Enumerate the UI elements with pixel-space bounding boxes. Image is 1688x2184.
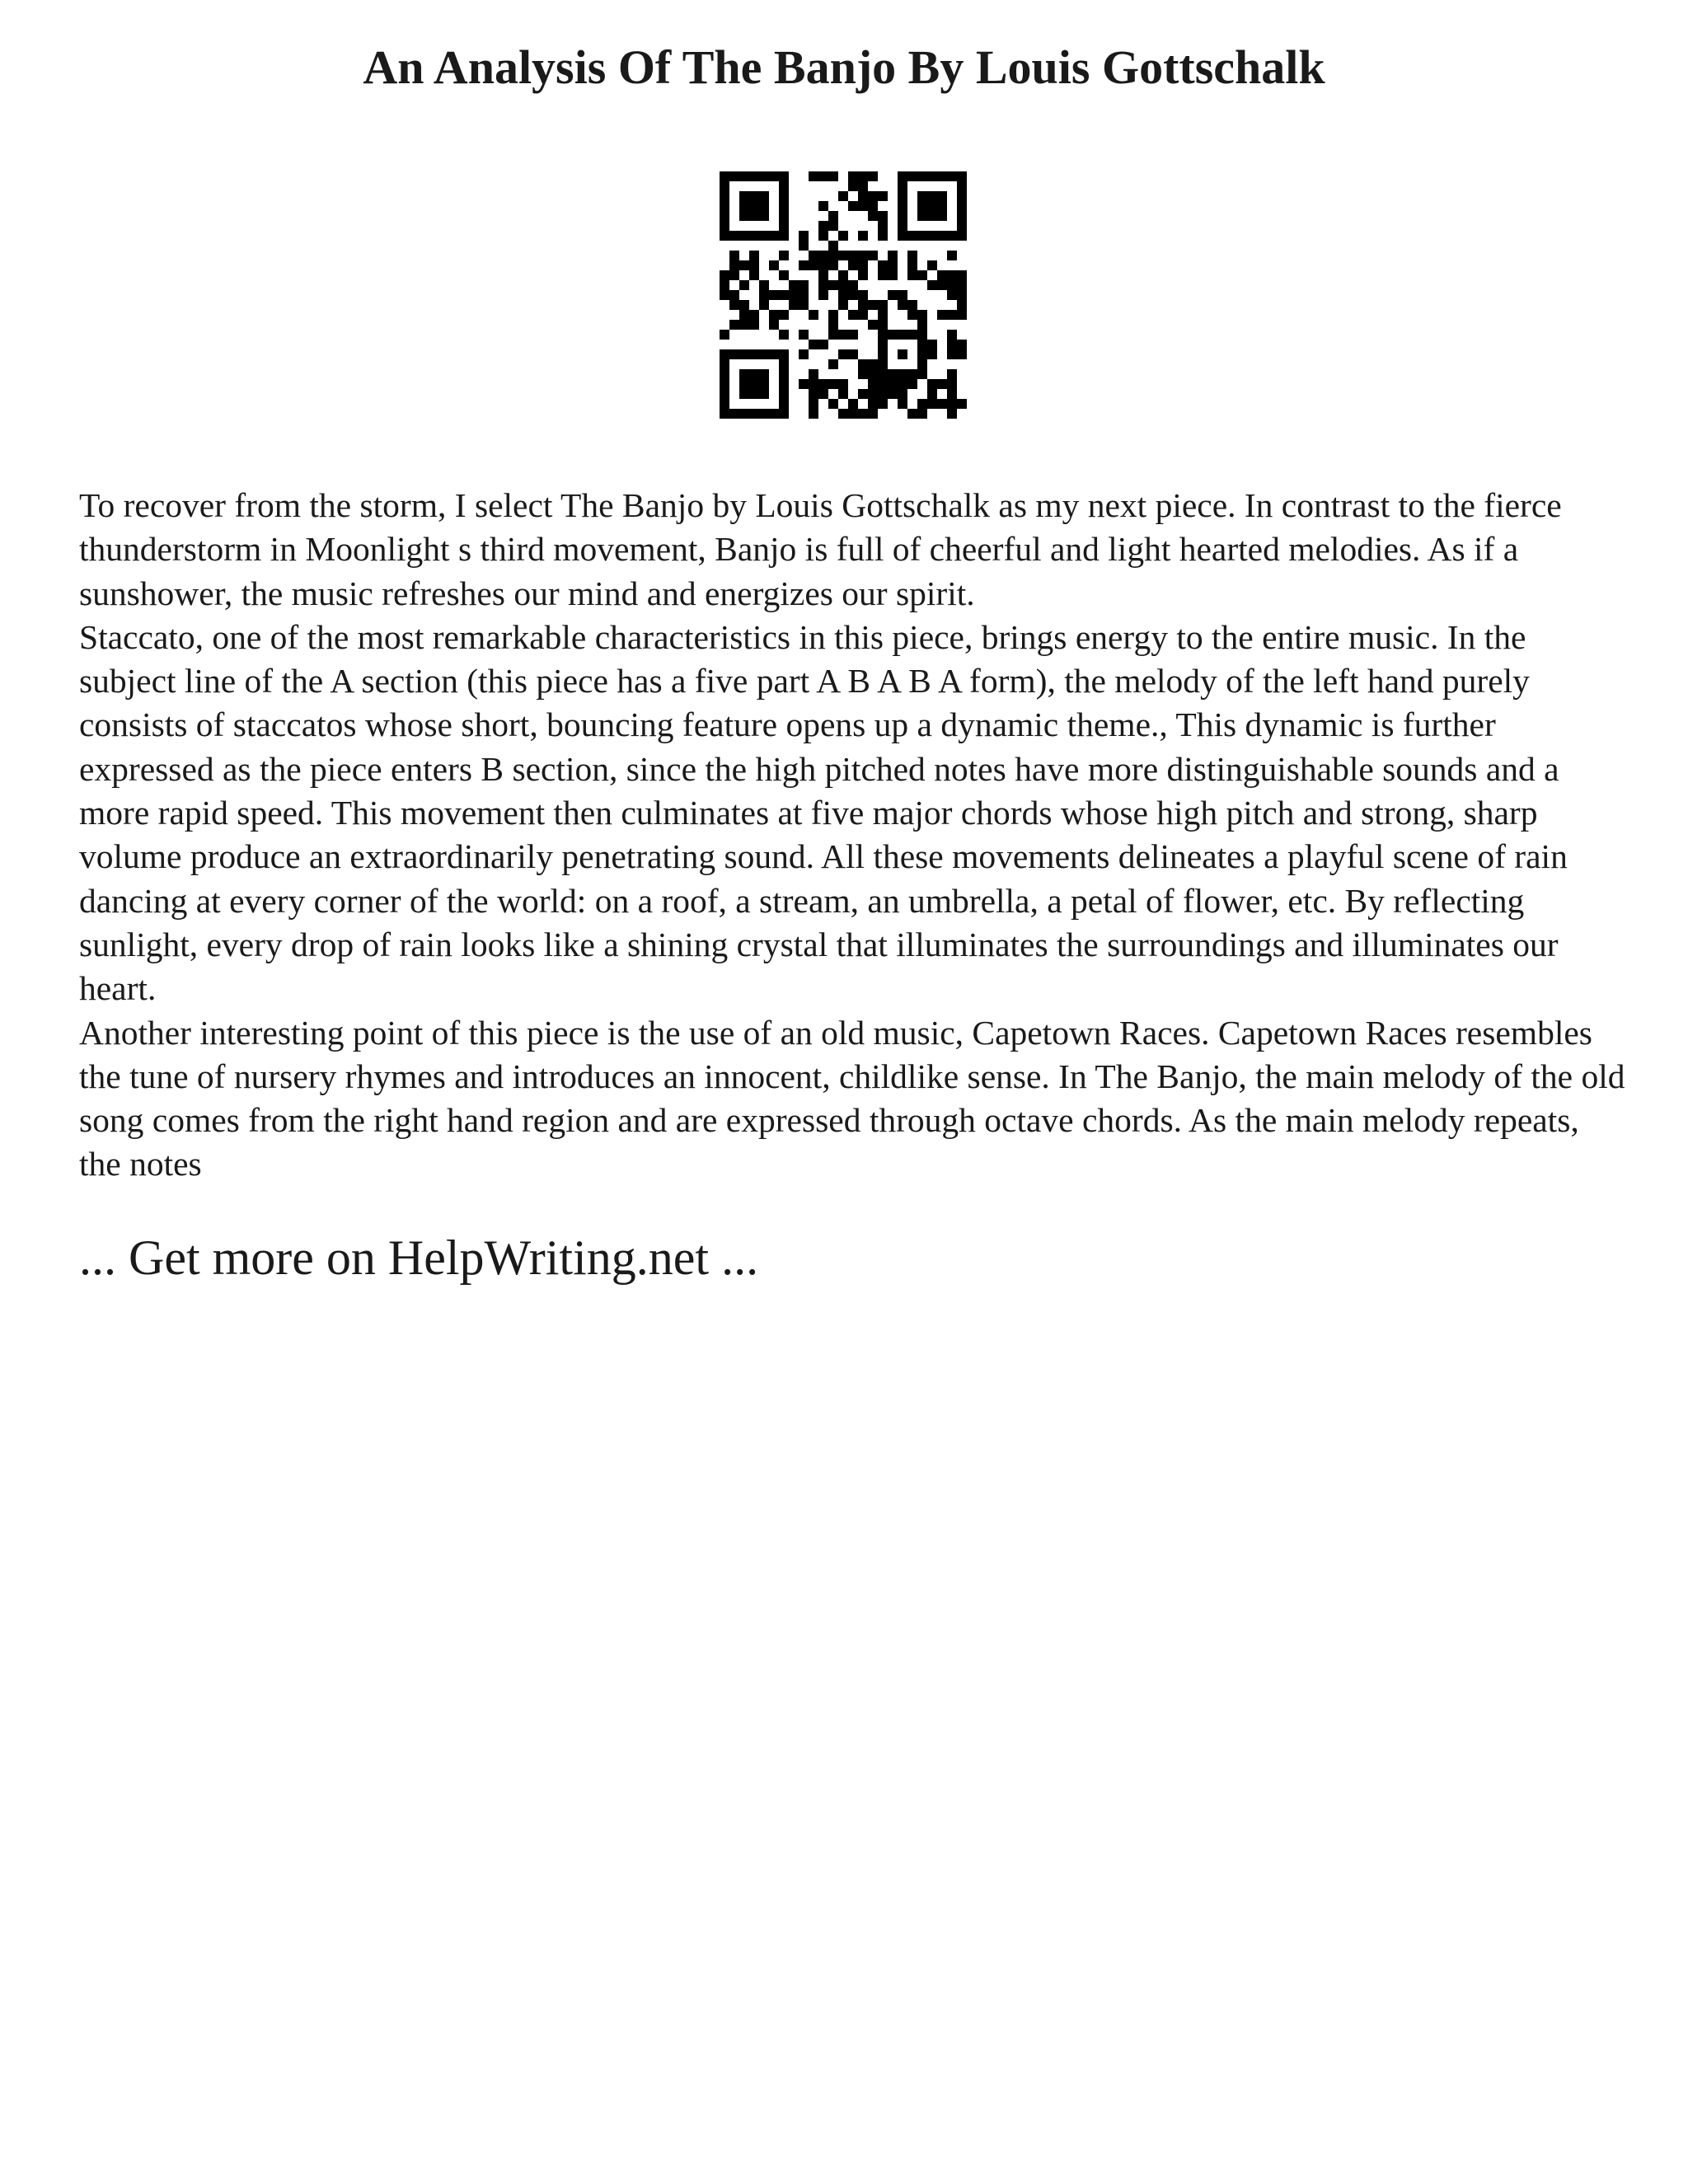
get-more-link[interactable]: ... Get more on HelpWriting.net ... bbox=[79, 1230, 759, 1285]
article-body bbox=[79, 484, 1629, 1187]
qr-code-icon bbox=[720, 171, 967, 419]
page-title: An Analysis Of The Banjo By Louis Gottschalk bbox=[363, 40, 1325, 94]
paragraph-staccato: Staccato, one of the most remarkable characteristics in this piece, brings energy to the entire music. In the subject line of the A section (this piece has a five part A B A B A form), the melody of the left hand purely consists of staccatos whose short, bouncing feature opens up a dynamic theme., This dynamic is further expressed as the piece enters B section, since the high pitched notes have more distinguishable sounds and a more rapid speed. This movement then culminates at five major chords whose high pitch and strong, sharp volume produce an extraordinarily penetrating sound. All these movements delineates a playful scene of rain dancing at every corner of the world: on a roof, a stream, an umbrella, a petal of flower, etc. By reflecting sunlight, every drop of rain looks like a shining crystal that illuminates the surroundings and illuminates our heart. bbox=[79, 617, 1568, 1008]
paragraph-capetown: Another interesting point of this piece is the use of an old music, Capetown Races. Capetown Races resembles the tune of nursery rhymes and introduces an innocent, childlike sense. In The Banjo, the main melody of the old song comes from the right hand region and are expressed through octave chords. As the main melody repeats, the notes bbox=[79, 1013, 1625, 1183]
paragraph-intro: To recover from the storm, I select The Banjo by Louis Gottschalk as my next piece. In contrast to the fierce thunderstorm in Moonlight s third movement, Banjo is full of cheerful and light hearted melodies. As if a sunshower, the music refreshes our mind and energizes our spirit. bbox=[79, 486, 1562, 612]
